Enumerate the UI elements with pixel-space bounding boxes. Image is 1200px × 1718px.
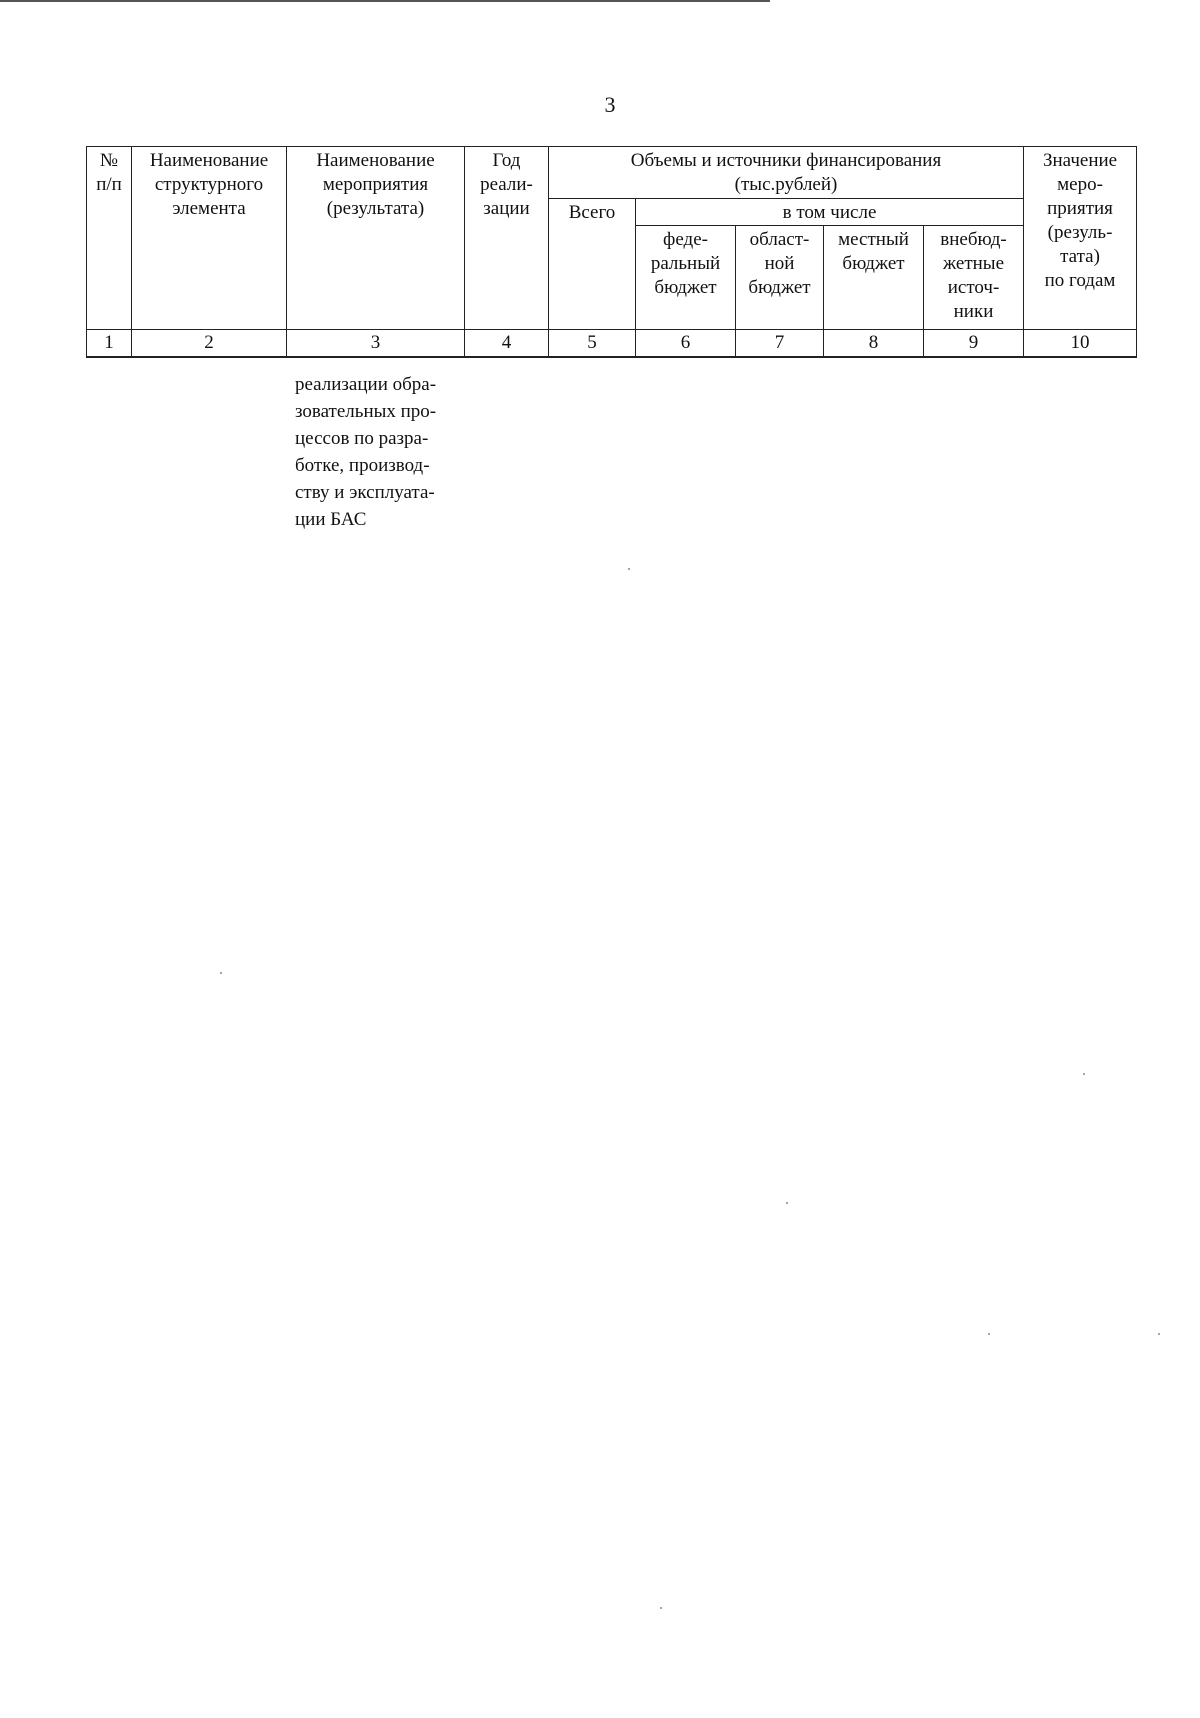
scan-speck <box>786 1202 788 1204</box>
column-number: 4 <box>465 330 549 358</box>
header-row-number: № п/п <box>87 147 132 330</box>
column-number: 9 <box>924 330 1024 358</box>
header-year: Год реали- зации <box>465 147 549 330</box>
activity-name-continuation <box>295 371 467 533</box>
column-number-row <box>87 330 1137 358</box>
column-number: 5 <box>549 330 636 358</box>
scan-speck <box>220 972 222 974</box>
header-extrabudgetary-sources: внебюд- жетные источ- ники <box>924 226 1024 330</box>
header-financing-volumes: Объемы и источники финансирования (тыс.рублей) <box>549 147 1024 199</box>
header-federal-budget: феде- ральный бюджет <box>636 226 736 330</box>
column-number: 10 <box>1024 330 1137 358</box>
continuation-line: ботке, производ- <box>295 455 430 476</box>
header-total: Всего <box>549 199 636 330</box>
continuation-line: цессов по разра- <box>295 428 429 449</box>
header-activity-value: Значение меро- приятия (резуль- тата) по годам <box>1024 147 1137 330</box>
continuation-line: реализации обра- <box>295 374 437 395</box>
scan-speck <box>628 568 630 570</box>
continuation-line: зовательных про- <box>295 401 437 422</box>
page-number: 3 <box>604 92 616 117</box>
column-number: 2 <box>132 330 287 358</box>
scan-speck <box>660 1607 662 1609</box>
header-regional-budget: област- ной бюджет <box>736 226 824 330</box>
column-number: 6 <box>636 330 736 358</box>
continuation-line: ству и эксплуата- <box>295 482 435 503</box>
financing-table <box>86 146 1137 358</box>
scan-top-edge <box>0 0 770 2</box>
column-number: 3 <box>287 330 465 358</box>
column-number: 1 <box>87 330 132 358</box>
header-local-budget: местный бюджет <box>824 226 924 330</box>
header-structural-element: Наименование структурного элемента <box>132 147 287 330</box>
scan-speck <box>1158 1333 1160 1335</box>
header-including: в том числе <box>636 199 1024 226</box>
column-number: 7 <box>736 330 824 358</box>
scan-speck <box>988 1333 990 1335</box>
column-number: 8 <box>824 330 924 358</box>
continuation-line: ции БАС <box>295 509 367 530</box>
scan-speck <box>1083 1073 1085 1075</box>
header-activity-name: Наименование мероприятия (результата) <box>287 147 465 330</box>
